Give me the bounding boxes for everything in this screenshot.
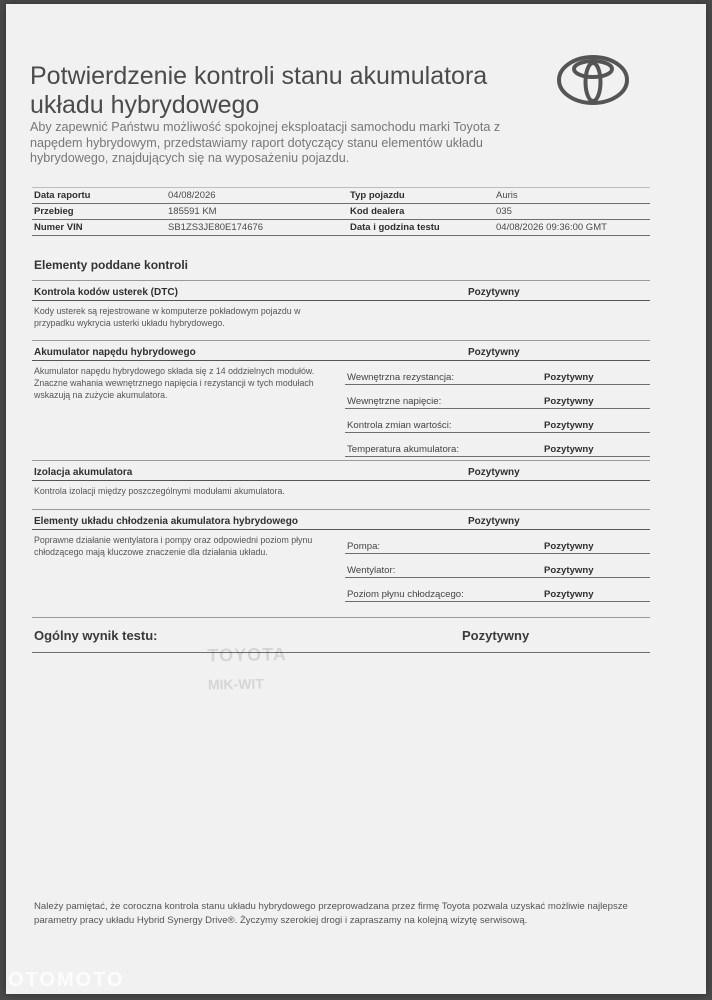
cooling-section — [32, 509, 650, 602]
cooling-body — [32, 530, 650, 602]
battery-check-row — [345, 362, 650, 385]
check-label: Kontrola zmian wartości: — [347, 420, 452, 431]
cooling-check-row — [345, 531, 650, 554]
battery-description: Akumulator napędu hybrydowego składa się z 14 oddzielnych modułów. Znaczne wahania wewnętrznego napięcia i rezystancji w tych modułach wskazują na zużycie akumulatora. — [34, 366, 315, 400]
document-title: Potwierdzenie kontroli stanu akumulatora układu hybrydowego — [30, 62, 488, 119]
toyota-logo-icon — [555, 52, 631, 108]
check-value: Pozytywny — [544, 565, 594, 576]
intro-text: Aby zapewnić Państwu możliwość spokojnej eksploatacji samochodu marki Toyota z napędem hybrydowym, przedstawiamy raport dotyczący stanu elementów układu hybrydowego, znajdujących się na wyposażeniu pojazdu. — [30, 120, 501, 165]
report-date-value: 04/08/2026 — [166, 188, 348, 204]
battery-body — [32, 361, 650, 457]
cooling-title: Elementy układu chłodzenia akumulatora hybrydowego — [34, 516, 298, 527]
battery-check-row — [345, 410, 650, 433]
dtc-result: Pozytywny — [468, 287, 520, 298]
check-value: Pozytywny — [544, 396, 594, 407]
battery-header — [32, 340, 650, 361]
table-row — [32, 204, 650, 220]
stamp-line-1: TOYOTA — [207, 644, 287, 666]
isolation-result: Pozytywny — [468, 467, 520, 478]
check-label: Wewnętrzne napięcie: — [347, 396, 442, 407]
vehicle-info-table — [32, 187, 650, 236]
dealer-stamp — [207, 644, 378, 730]
check-label: Temperatura akumulatora: — [347, 444, 459, 455]
otomoto-watermark: OTOMOTO — [8, 969, 125, 991]
vehicle-type-value: Auris — [494, 188, 650, 204]
cooling-check-row — [345, 555, 650, 578]
battery-check-row — [345, 386, 650, 409]
battery-checks — [345, 361, 650, 457]
battery-section — [32, 340, 650, 457]
isolation-header — [32, 460, 650, 481]
dtc-description: Kody usterek są rejestrowane w komputerze pokładowym pojazdu w przypadku wykrycia usterki układu hybrydowego. — [34, 306, 301, 328]
test-datetime-value: 04/08/2026 09:36:00 GMT — [494, 220, 650, 236]
battery-result: Pozytywny — [468, 347, 520, 358]
check-value: Pozytywny — [544, 372, 594, 383]
check-label: Wentylator: — [347, 565, 396, 576]
check-label: Pompa: — [347, 541, 381, 552]
overall-label: Ogólny wynik testu: — [34, 627, 158, 643]
dtc-header — [32, 280, 650, 301]
cooling-result: Pozytywny — [468, 516, 520, 527]
cooling-description: Poprawne działanie wentylatora i pompy oraz odpowiedni poziom płynu chłodzącego mają kluczowe znaczenie dla działania układu. — [34, 535, 313, 557]
dtc-section — [32, 280, 650, 333]
elements-section-title: Elementy poddane kontroli — [34, 258, 189, 272]
vehicle-type-label: Typ pojazdu — [348, 188, 494, 204]
isolation-section — [32, 460, 650, 501]
dtc-title: Kontrola kodów usterek (DTC) — [34, 287, 178, 298]
cooling-header — [32, 509, 650, 530]
report-date-label: Data raportu — [32, 188, 166, 204]
table-row — [32, 188, 650, 204]
check-value: Pozytywny — [544, 541, 594, 552]
check-value: Pozytywny — [544, 420, 594, 431]
check-label: Poziom płynu chłodzącego: — [347, 589, 464, 600]
overall-value: Pozytywny — [462, 627, 530, 643]
dealer-code-label: Kod dealera — [348, 204, 494, 220]
isolation-title: Izolacja akumulatora — [34, 467, 133, 478]
battery-check-row — [345, 434, 650, 457]
cooling-checks — [345, 530, 650, 602]
mileage-value: 185591 KM — [166, 204, 348, 220]
footer-note: Należy pamiętać, że coroczna kontrola stanu układu hybrydowego przeprowadzana przez firmę Toyota pozwala uzyskać możliwie najlepsze parametry pracy układu Hybrid Synergy Drive®. Życzymy szerokiej drogi i zapraszamy na kolejną wizytę serwisową. — [34, 901, 628, 926]
mileage-label: Przebieg — [32, 204, 166, 220]
table-row — [32, 220, 650, 236]
check-value: Pozytywny — [544, 444, 594, 455]
check-label: Wewnętrzna rezystancja: — [347, 372, 455, 383]
stamp-line-2: MIK-WIT — [207, 675, 265, 693]
isolation-description: Kontrola izolacji między poszczególnymi modułami akumulatora. — [34, 486, 285, 496]
battery-title: Akumulator napędu hybrydowego — [34, 347, 196, 358]
dealer-code-value: 035 — [494, 204, 650, 220]
vin-value: SB1ZS3JE80E174676 — [166, 220, 348, 236]
test-datetime-label: Data i godzina testu — [348, 220, 494, 236]
check-value: Pozytywny — [544, 589, 594, 600]
vin-label: Numer VIN — [32, 220, 166, 236]
cooling-check-row — [345, 579, 650, 602]
